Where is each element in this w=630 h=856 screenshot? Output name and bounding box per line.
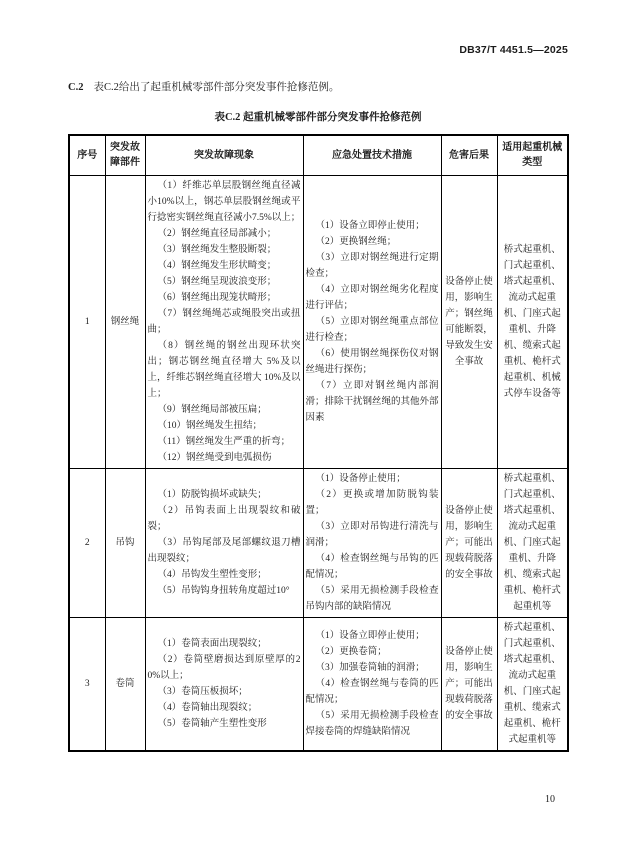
intro-paragraph xyxy=(68,81,568,95)
header-cell-part: 突发故障部件 xyxy=(105,135,145,175)
row-no: 1 xyxy=(69,175,105,468)
row-measures: （1）设备停止使用； （2）更换或增加防脱钩装置； （3）立即对吊钩进行清洗与润滑； （4）检查钢丝绳与吊钩的匹配情况； （5）采用无损检测手段检查吊钩内部的缺陷情况 xyxy=(303,468,441,617)
page-number: 10 xyxy=(545,794,555,805)
header-cell-no: 序号 xyxy=(69,135,105,175)
table-header xyxy=(69,135,568,175)
row-no: 3 xyxy=(69,617,105,751)
intro-text: 表C.2给出了起重机械零部件部分突发事件抢修范例。 xyxy=(93,82,340,93)
table-body xyxy=(69,175,568,751)
row-phenomena: （1）防脱钩损坏或缺失； （2）吊钩表面上出现裂纹和破裂； （3）吊钩尾部及尾部螺纹退刀槽出现裂纹； （4）吊钩发生塑性变形； （5）吊钩钩身扭转角度超过10° xyxy=(145,468,303,617)
row-phenomena: （1）卷筒表面出现裂纹； （2）卷筒壁磨损达到原壁厚的20%以上； （3）卷筒压板损坏； （4）卷筒轴出现裂纹； （5）卷筒轴产生塑性变形 xyxy=(145,617,303,751)
row-machines: 桥式起重机、门式起重机、塔式起重机、流动式起重机、门座式起重机、升降机、缆索式起重机、桅杆式起重机等 xyxy=(497,468,568,617)
header-cell-phenomena: 突发故障现象 xyxy=(145,135,303,175)
row-no: 2 xyxy=(69,468,105,617)
row-part: 吊钩 xyxy=(105,468,145,617)
table-row xyxy=(69,468,568,617)
table-row xyxy=(69,617,568,751)
row-machines: 桥式起重机、门式起重机、塔式起重机、流动式起重机、门座式起重机、缆索式起重机、桅杆式起重机等 xyxy=(497,617,568,751)
clause-number: C.2 xyxy=(68,82,84,93)
row-measures: （1）设备立即停止使用； （2）更换钢丝绳； （3）立即对钢丝绳进行定期检查； （4）立即对钢丝绳劣化程度进行评估； （5）立即对钢丝绳重点部位进行检查； （6）使用钢丝绳探伤仪对钢丝绳进行探伤； （7）立即对钢丝绳内部润滑；排除干扰钢丝绳的其他外部因素 xyxy=(303,175,441,468)
header-cell-machines: 适用起重机械类型 xyxy=(497,135,568,175)
row-machines: 桥式起重机、门式起重机、塔式起重机、流动式起重机、门座式起重机、升降机、缆索式起重机、桅杆式起重机、机械式停车设备等 xyxy=(497,175,568,468)
document-number: DB37/T 4451.5—2025 xyxy=(459,44,568,56)
row-hazard: 设备停止使用，影响生产；钢丝绳可能断裂，导致发生安全事故 xyxy=(441,175,497,468)
header-cell-measures: 应急处置技术措施 xyxy=(303,135,441,175)
row-phenomena: （1）纤维芯单层股钢丝绳直径减小10%以上，钢芯单层股钢丝绳或平行捻密实钢丝绳直径减小7.5%以上； （2）钢丝绳直径局部减小； （3）钢丝绳发生整股断裂； （4）钢丝绳发生形状畸变； （5）钢丝绳呈现波浪变形； （6）钢丝绳出现笼状畸形； （7）钢丝绳绳芯或绳股突出或扭曲； （8）钢丝绳的钢丝出现环状突出；钢芯钢丝绳直径增大 5%及以上，纤维芯钢丝绳直径增大 10%及以上； （9）钢丝绳局部被压扁； （10）钢丝绳发生扭结； （11）钢丝绳发生严重的折弯； （12）钢丝绳受到电弧损伤 xyxy=(145,175,303,468)
row-part: 钢丝绳 xyxy=(105,175,145,468)
row-measures: （1）设备立即停止使用； （2）更换卷筒； （3）加强卷筒轴的润滑； （4）检查钢丝绳与卷筒的匹配情况； （5）采用无损检测手段检查焊接卷筒的焊缝缺陷情况 xyxy=(303,617,441,751)
row-part: 卷筒 xyxy=(105,617,145,751)
header-cell-hazard: 危害后果 xyxy=(441,135,497,175)
row-hazard: 设备停止使用，影响生产；可能出现载荷脱落的安全事故 xyxy=(441,468,497,617)
page-content xyxy=(68,0,568,752)
header-row xyxy=(69,135,568,175)
table-title: 表C.2 起重机械零部件部分突发事件抢修范例 xyxy=(214,112,422,123)
table-row xyxy=(69,175,568,468)
row-hazard: 设备停止使用，影响生产；可能出现载荷脱落的安全事故 xyxy=(441,617,497,751)
repair-examples-table xyxy=(68,134,569,752)
